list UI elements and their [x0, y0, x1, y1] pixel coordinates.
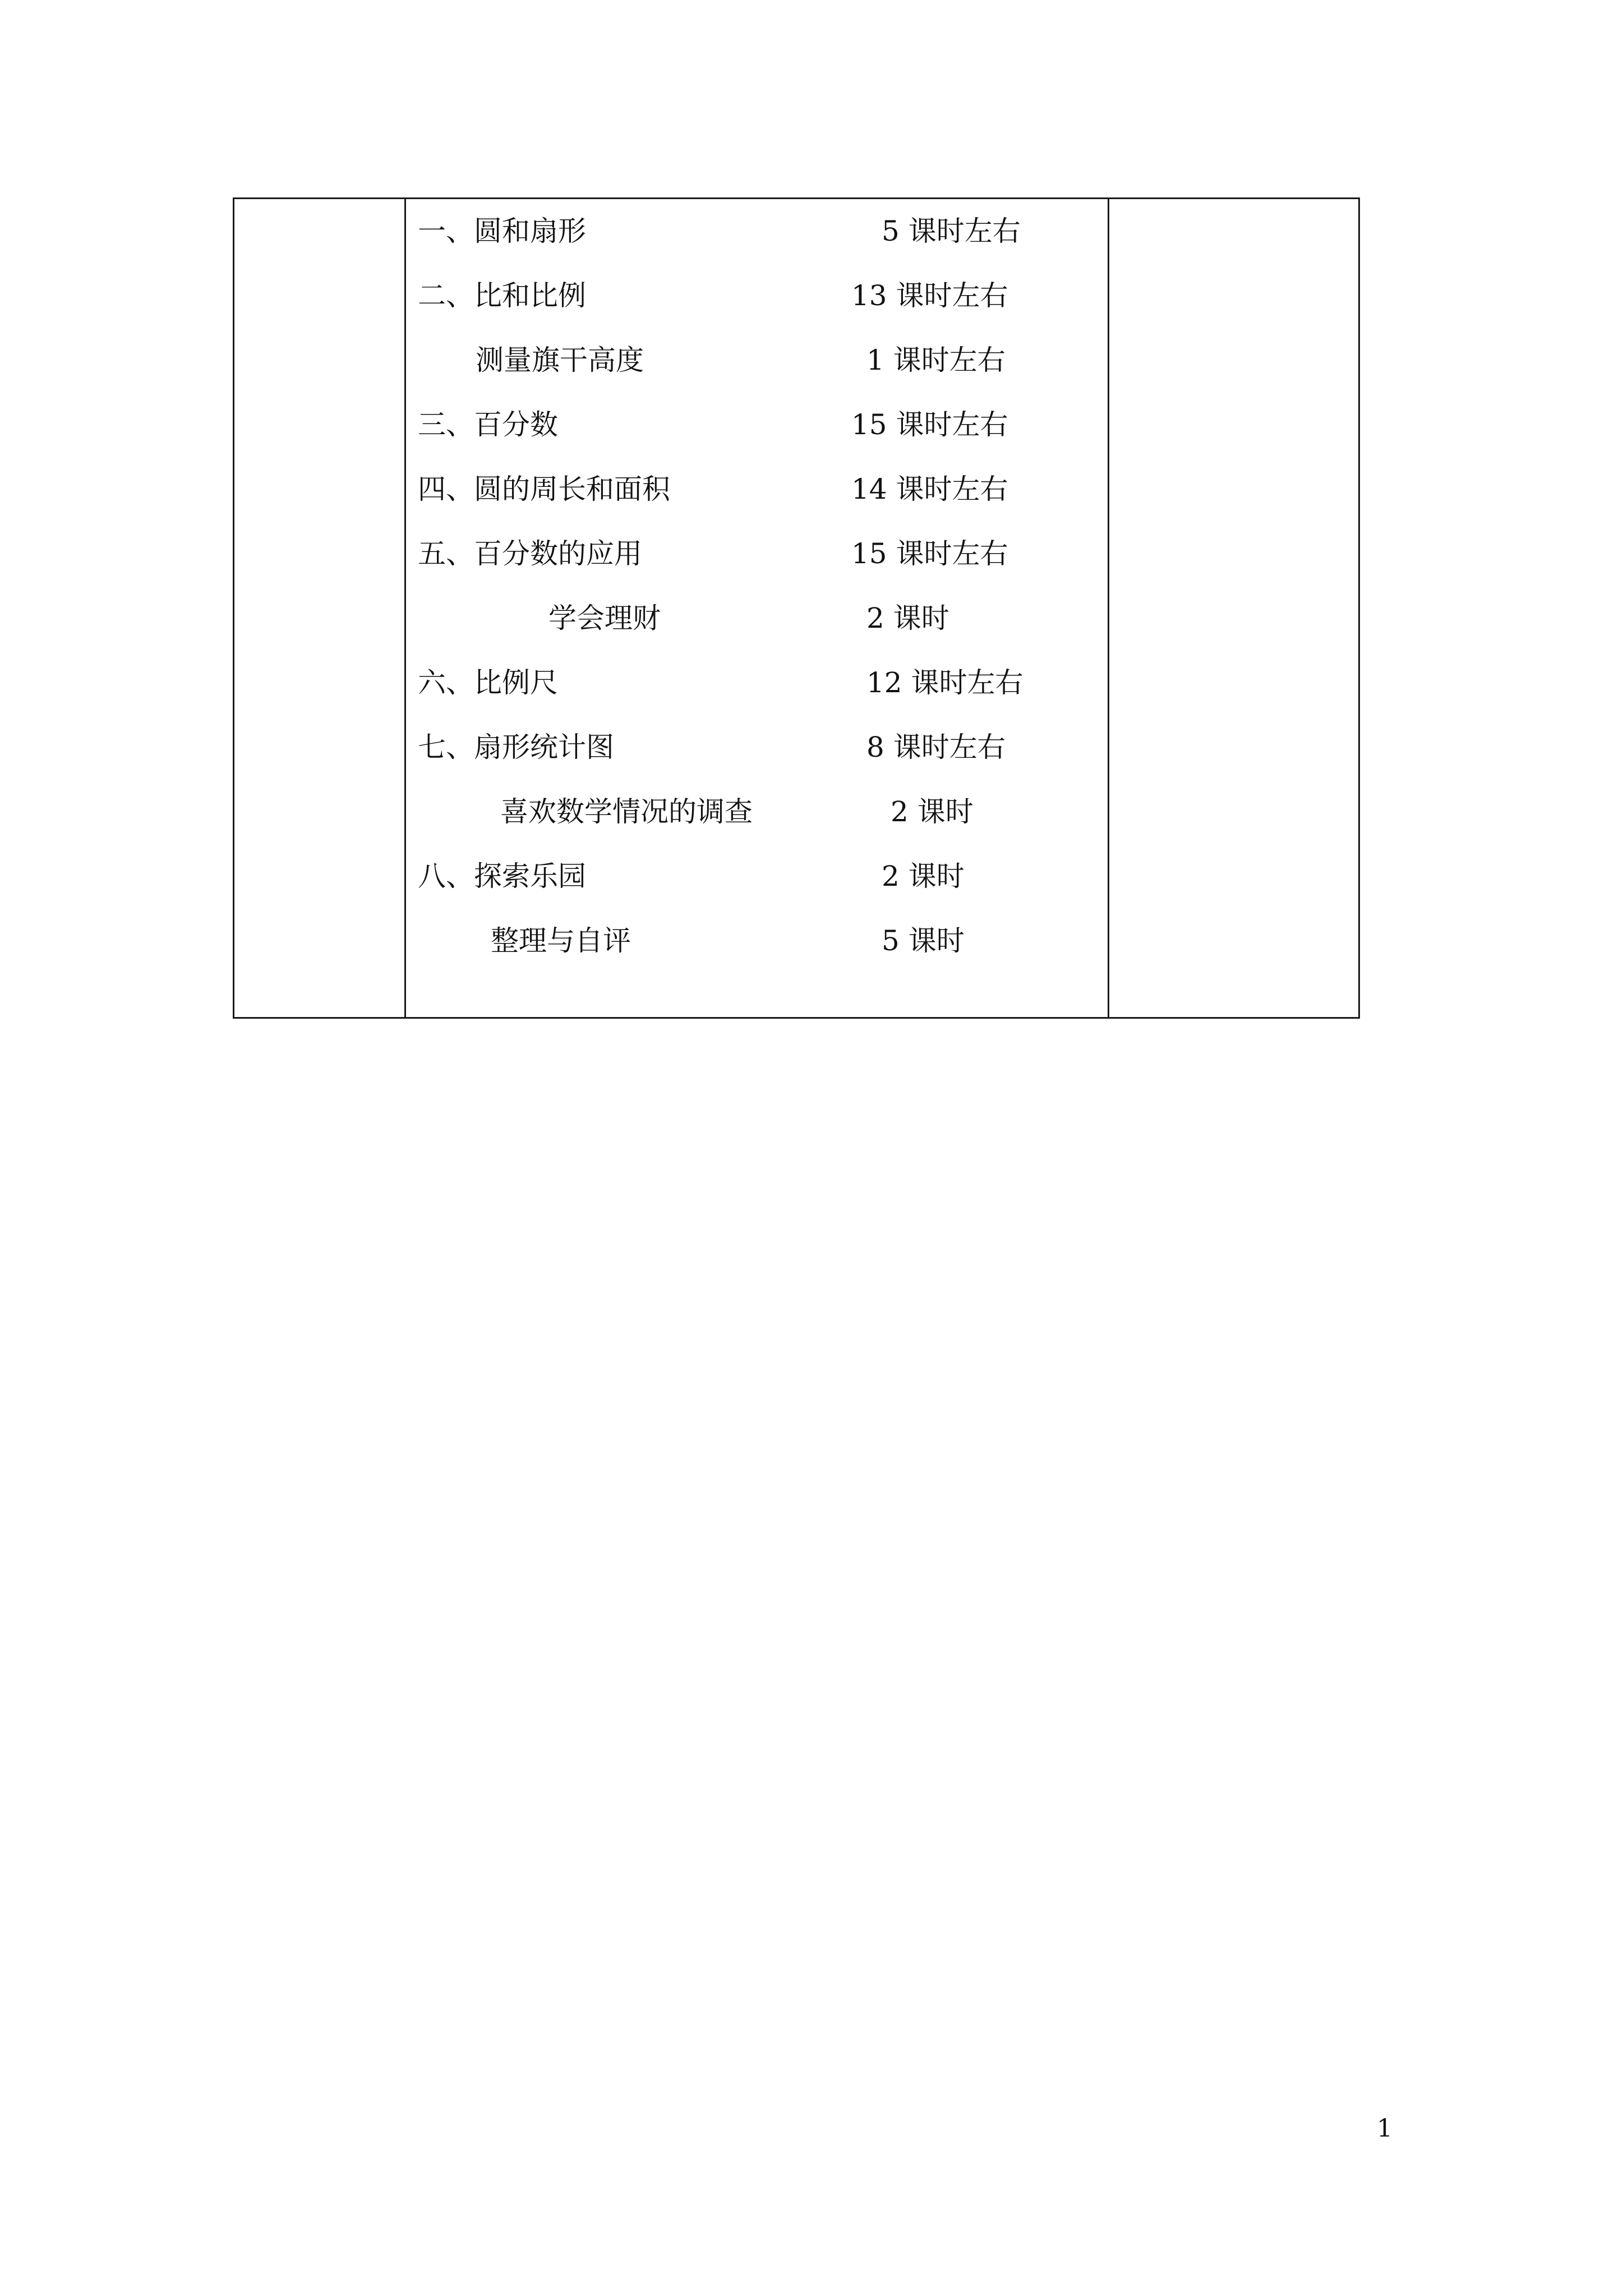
- unit-hours: 12 课时左右: [866, 666, 1023, 699]
- unit-title: 七、扇形统计图: [418, 731, 614, 763]
- unit-hours: 14 课时左右: [851, 473, 1008, 505]
- curriculum-table: [233, 197, 1360, 1019]
- unit-hours: 2 课时: [891, 795, 974, 828]
- unit-hours: 2 课时: [866, 602, 949, 634]
- table-column-divider: [404, 199, 406, 1017]
- unit-title: 三、百分数: [418, 408, 558, 441]
- unit-title: 一、圆和扇形: [418, 215, 586, 247]
- unit-title: 喜欢数学情况的调查: [500, 795, 753, 828]
- unit-hours: 15 课时左右: [851, 408, 1008, 441]
- unit-title: 四、圆的周长和面积: [418, 473, 670, 505]
- unit-title: 六、比例尺: [418, 666, 558, 699]
- unit-title: 整理与自评: [491, 924, 631, 957]
- unit-title: 二、比和比例: [418, 279, 586, 312]
- unit-title: 八、探索乐园: [418, 860, 586, 892]
- unit-hours: 8 课时左右: [866, 731, 1006, 763]
- page-number: 1: [1377, 2114, 1393, 2143]
- unit-hours: 15 课时左右: [851, 537, 1008, 570]
- unit-hours: 5 课时左右: [882, 215, 1021, 247]
- unit-hours: 2 课时: [882, 860, 965, 892]
- unit-title: 学会理财: [548, 602, 661, 634]
- unit-hours: 13 课时左右: [851, 279, 1008, 312]
- unit-title: 测量旗干高度: [476, 344, 644, 376]
- unit-title: 五、百分数的应用: [418, 537, 642, 570]
- unit-hours: 1 课时左右: [866, 344, 1006, 376]
- table-column-divider: [1108, 199, 1109, 1017]
- unit-hours: 5 课时: [882, 924, 965, 957]
